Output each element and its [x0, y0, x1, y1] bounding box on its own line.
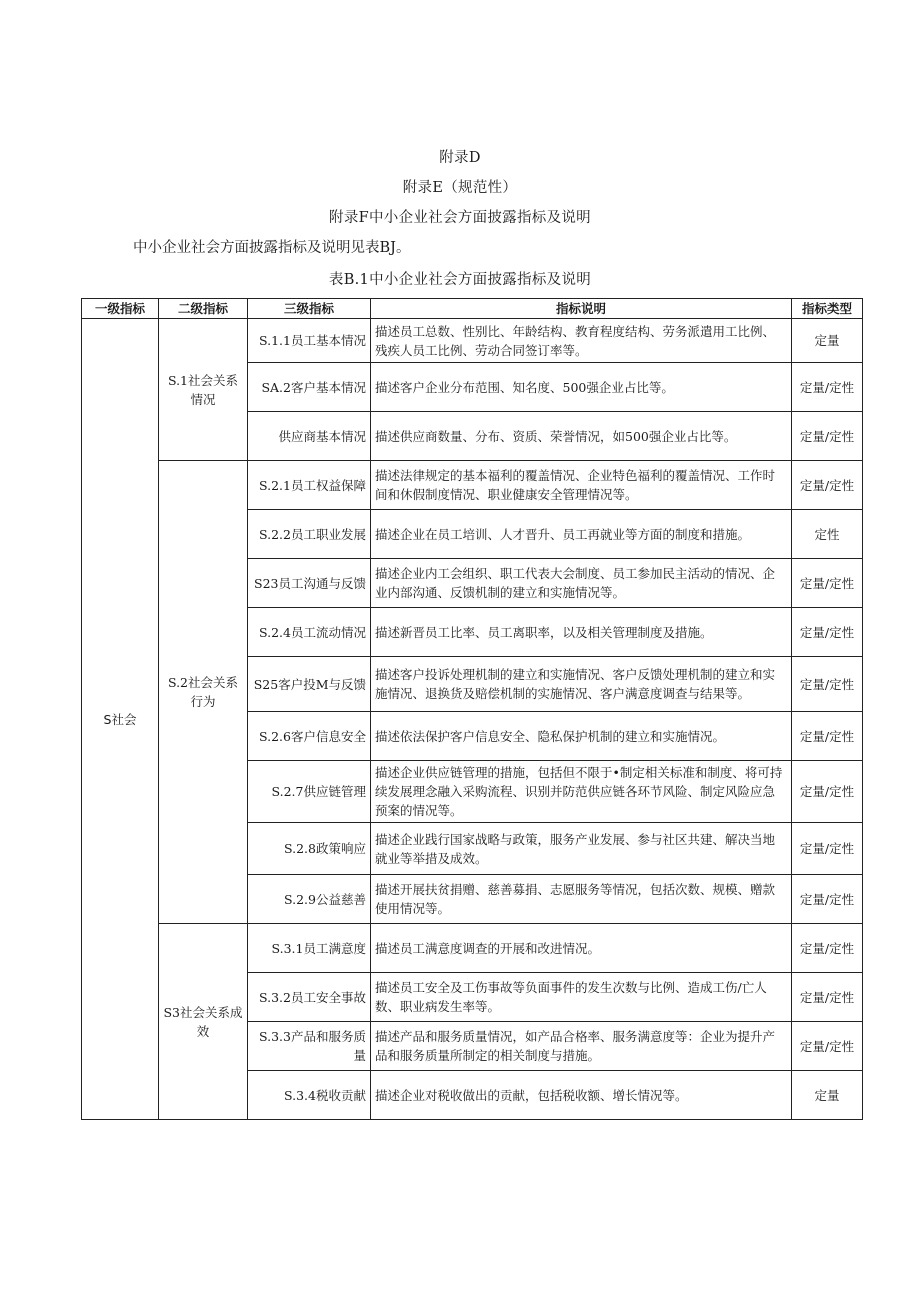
level3-cell: S.2.7供应链管理	[248, 761, 371, 823]
header-description: 指标说明	[371, 299, 792, 319]
indicator-table	[81, 298, 863, 1120]
type-cell: 定量	[792, 319, 863, 363]
type-cell: 定量/定性	[792, 761, 863, 823]
type-cell: 定量/定性	[792, 412, 863, 461]
description-cell: 描述新晋员工比率、员工离职率，以及相关管理制度及措施。	[371, 608, 792, 657]
type-cell: 定性	[792, 510, 863, 559]
type-cell: 定量/定性	[792, 657, 863, 712]
description-cell: 描述供应商数量、分布、资质、荣誉情况，如500强企业占比等。	[371, 412, 792, 461]
description-cell: 描述企业对税收做出的贡献，包括税收额、增长情况等。	[371, 1071, 792, 1120]
table-row	[82, 924, 863, 973]
description-cell: 描述员工安全及工伤事故等负面事件的发生次数与比例、造成工伤/亡人数、职业病发生率等。	[371, 973, 792, 1022]
level2-cell: S.1社会关系情况	[159, 319, 248, 461]
level2-cell: S3社会关系成效	[159, 924, 248, 1120]
level3-cell: S25客户投M与反馈	[248, 657, 371, 712]
type-cell: 定量/定性	[792, 608, 863, 657]
table-body	[82, 319, 863, 1120]
description-cell: 描述企业供应链管理的措施，包括但不限于•制定相关标准和制度、将可持续发展理念融入采购流程、识别并防范供应链各环节风险、制定风险应急预案的情况等。	[371, 761, 792, 823]
appendix-f-heading: 附录F中小企业社会方面披露指标及说明	[329, 210, 591, 226]
appendix-e-heading: 附录E（规范性）	[402, 180, 518, 196]
level3-cell: S.3.2员工安全事故	[248, 973, 371, 1022]
header-level2: 二级指标	[159, 299, 248, 319]
level2-cell: S.2社会关系行为	[159, 461, 248, 924]
type-cell: 定量/定性	[792, 973, 863, 1022]
description-cell: 描述企业内工会组织、职工代表大会制度、员工参加民主活动的情况、企业内部沟通、反馈机制的建立和实施情况等。	[371, 559, 792, 608]
level3-cell: S23员工沟通与反馈	[248, 559, 371, 608]
type-cell: 定量/定性	[792, 559, 863, 608]
level3-cell: S.2.6客户信息安全	[248, 712, 371, 761]
type-cell: 定量/定性	[792, 875, 863, 924]
description-cell: 描述客户企业分布范围、知名度、500强企业占比等。	[371, 363, 792, 412]
description-cell: 描述依法保护客户信息安全、隐私保护机制的建立和实施情况。	[371, 712, 792, 761]
description-cell: 描述产品和服务质量情况，如产品合格率、服务满意度等：企业为提升产品和服务质量所制定的相关制度与措施。	[371, 1022, 792, 1071]
table-row	[82, 319, 863, 363]
header-type: 指标类型	[792, 299, 863, 319]
type-cell: 定量/定性	[792, 823, 863, 875]
appendix-d-heading: 附录D	[439, 150, 481, 166]
level3-cell: SA.2客户基本情况	[248, 363, 371, 412]
level3-cell: S.1.1员工基本情况	[248, 319, 371, 363]
level3-cell: 供应商基本情况	[248, 412, 371, 461]
description-cell: 描述员工总数、性别比、年龄结构、教育程度结构、劳务派遣用工比例、残疾人员工比例、劳动合同签订率等。	[371, 319, 792, 363]
type-cell: 定量/定性	[792, 1022, 863, 1071]
description-cell: 描述企业践行国家战略与政策，服务产业发展、参与社区共建、解决当地就业等举措及成效。	[371, 823, 792, 875]
table-caption: 表B.1中小企业社会方面披露指标及说明	[328, 272, 592, 288]
type-cell: 定量/定性	[792, 461, 863, 510]
level1-cell: S社会	[82, 319, 159, 1120]
level3-cell: S.2.1员工权益保障	[248, 461, 371, 510]
type-cell: 定量/定性	[792, 712, 863, 761]
description-cell: 描述开展扶贫捐赠、慈善募捐、志愿服务等情况，包括次数、规模、赠款使用情况等。	[371, 875, 792, 924]
description-cell: 描述企业在员工培训、人才晋升、员工再就业等方面的制度和措施。	[371, 510, 792, 559]
description-cell: 描述客户投诉处理机制的建立和实施情况、客户反馈处理机制的建立和实施情况、退换货及赔偿机制的实施情况、客户满意度调查与结果等。	[371, 657, 792, 712]
type-cell: 定量	[792, 1071, 863, 1120]
level3-cell: S.3.1员工满意度	[248, 924, 371, 973]
description-cell: 描述法律规定的基本福利的覆盖情况、企业特色福利的覆盖情况、工作时间和休假制度情况、职业健康安全管理情况等。	[371, 461, 792, 510]
level3-cell: S.2.8政策响应	[248, 823, 371, 875]
level3-cell: S.2.9公益慈善	[248, 875, 371, 924]
table-header-row	[82, 299, 863, 319]
table-row	[82, 461, 863, 510]
header-level3: 三级指标	[248, 299, 371, 319]
level3-cell: S.3.4税收贡献	[248, 1071, 371, 1120]
type-cell: 定量/定性	[792, 924, 863, 973]
description-cell: 描述员工满意度调查的开展和改进情况。	[371, 924, 792, 973]
level3-cell: S.2.4员工流动情况	[248, 608, 371, 657]
intro-paragraph: 中小企业社会方面披露指标及说明见表BJ。	[133, 240, 411, 256]
level3-cell: S.3.3产品和服务质量	[248, 1022, 371, 1071]
level3-cell: S.2.2员工职业发展	[248, 510, 371, 559]
header-level1: 一级指标	[82, 299, 159, 319]
type-cell: 定量/定性	[792, 363, 863, 412]
